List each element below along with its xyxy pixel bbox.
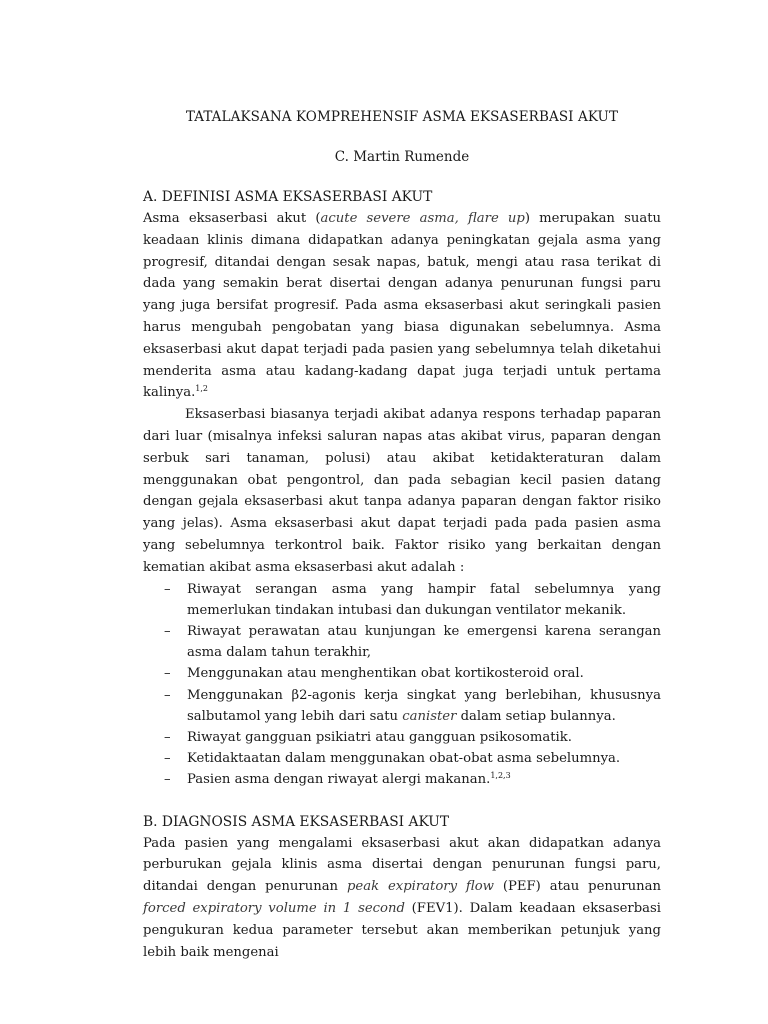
italic-term: acute severe asma, flare up bbox=[320, 211, 525, 226]
text-span: (PEF) atau penurunan bbox=[493, 879, 662, 895]
dash-bullet: – bbox=[164, 772, 171, 788]
list-item-text: Menggunakan atau menghentikan obat kortikosteroid oral. bbox=[187, 666, 584, 682]
section-a-paragraph-1 bbox=[143, 208, 661, 404]
text-span: (FEV1). Dalam keadaan eksaserbasi pengukuran kedua parameter tersebut akan memberikan petunjuk yang lebih baik mengenai bbox=[143, 900, 661, 960]
section-a-paragraph-2: Eksaserbasi biasanya terjadi akibat adanya respons terhadap paparan dari luar (misalnya infeksi saluran napas atas akibat virus, paparan dengan serbuk sari tanaman, polusi) atau akibat ketidakteraturan dalam menggunakan obat pengontrol, dan pada sebagian kecil pasien datang dengan gejala eksaserbasi akut tanpa adanya paparan dengan faktor risiko yang jelas). Asma eksaserbasi akut dapat terjadi pada pada pasien asma yang sebelumnya terkontrol baik. Faktor risiko yang berkaitan dengan kematian akibat asma eksaserbasi akut adalah : bbox=[143, 407, 661, 575]
list-item-text: Menggunakan β2-agonis kerja singkat yang berlebihan, khususnya salbutamol yang lebih dari satu bbox=[187, 687, 661, 724]
document-title: TATALAKSANA KOMPREHENSIF ASMA EKSASERBASI AKUT bbox=[185, 109, 619, 125]
section-b-heading: B. DIAGNOSIS ASMA EKSASERBASI AKUT bbox=[143, 813, 450, 830]
list-item-text: Riwayat perawatan atau kunjungan ke emergensi karena serangan asma dalam tahun terakhir, bbox=[187, 623, 661, 661]
reference-superscript: 1,2 bbox=[195, 384, 209, 394]
list-item bbox=[143, 685, 661, 727]
list-item-text: Pasien asma dengan riwayat alergi makanan. bbox=[187, 772, 491, 788]
list-item bbox=[143, 579, 661, 621]
list-item bbox=[143, 748, 661, 769]
list-item-text: Riwayat gangguan psikiatri atau gangguan psikosomatik. bbox=[187, 729, 572, 745]
reference-superscript: 1,2,3 bbox=[490, 771, 511, 781]
list-item-text: Ketidaktaatan dalam menggunakan obat-obat asma sebelumnya. bbox=[187, 751, 621, 767]
list-item bbox=[143, 621, 661, 663]
text-span: ) merupakan suatu keadaan klinis dimana didapatkan adanya peningkatan gejala asma yang progresif, ditandai dengan sesak napas, batuk, mengi atau rasa terikat di dada yang semakin berat disertai dengan adanya penurunan fungsi paru yang juga bersifat progresif. Pada asma eksaserbasi akut seringkali pasien harus mengubah pengobatan yang biasa digunakan sebelumnya. Asma eksaserbasi akut dapat terjadi pada pasien yang sebelumnya telah diketahui menderita asma atau kadang-kadang dapat juga terjadi untuk pertama kalinya. bbox=[143, 211, 661, 401]
list-item bbox=[143, 769, 661, 790]
text-span: Asma eksaserbasi akut ( bbox=[143, 211, 321, 226]
document-author: C. Martin Rumende bbox=[334, 149, 470, 165]
italic-term: peak expiratory flow bbox=[346, 879, 494, 895]
section-spacer bbox=[143, 791, 661, 812]
italic-term: canister bbox=[402, 708, 457, 724]
list-item-text: Riwayat serangan asma yang hampir fatal sebelumnya yang memerlukan tindakan intubasi dan dukungan ventilator mekanik. bbox=[187, 581, 661, 618]
text-span: Pada pasien yang mengalami eksaserbasi akut akan didapatkan adanya perburukan gejala klinis asma disertai dengan penurunan fungsi paru, ditandai dengan penurunan bbox=[143, 835, 661, 895]
dash-bullet: – bbox=[164, 623, 171, 639]
dash-bullet: – bbox=[164, 751, 171, 767]
italic-term: forced expiratory volume in 1 second bbox=[143, 900, 405, 916]
list-item-text: dalam setiap bulannya. bbox=[456, 708, 616, 724]
section-a-heading: A. DEFINISI ASMA EKSASERBASI AKUT bbox=[143, 189, 433, 205]
section-b-paragraph-1 bbox=[143, 833, 661, 964]
dash-bullet: – bbox=[164, 581, 171, 597]
risk-factor-list bbox=[143, 579, 661, 791]
dash-bullet: – bbox=[164, 729, 171, 745]
list-item bbox=[143, 727, 661, 748]
list-item bbox=[143, 663, 661, 684]
dash-bullet: – bbox=[164, 687, 171, 703]
dash-bullet: – bbox=[164, 666, 171, 682]
